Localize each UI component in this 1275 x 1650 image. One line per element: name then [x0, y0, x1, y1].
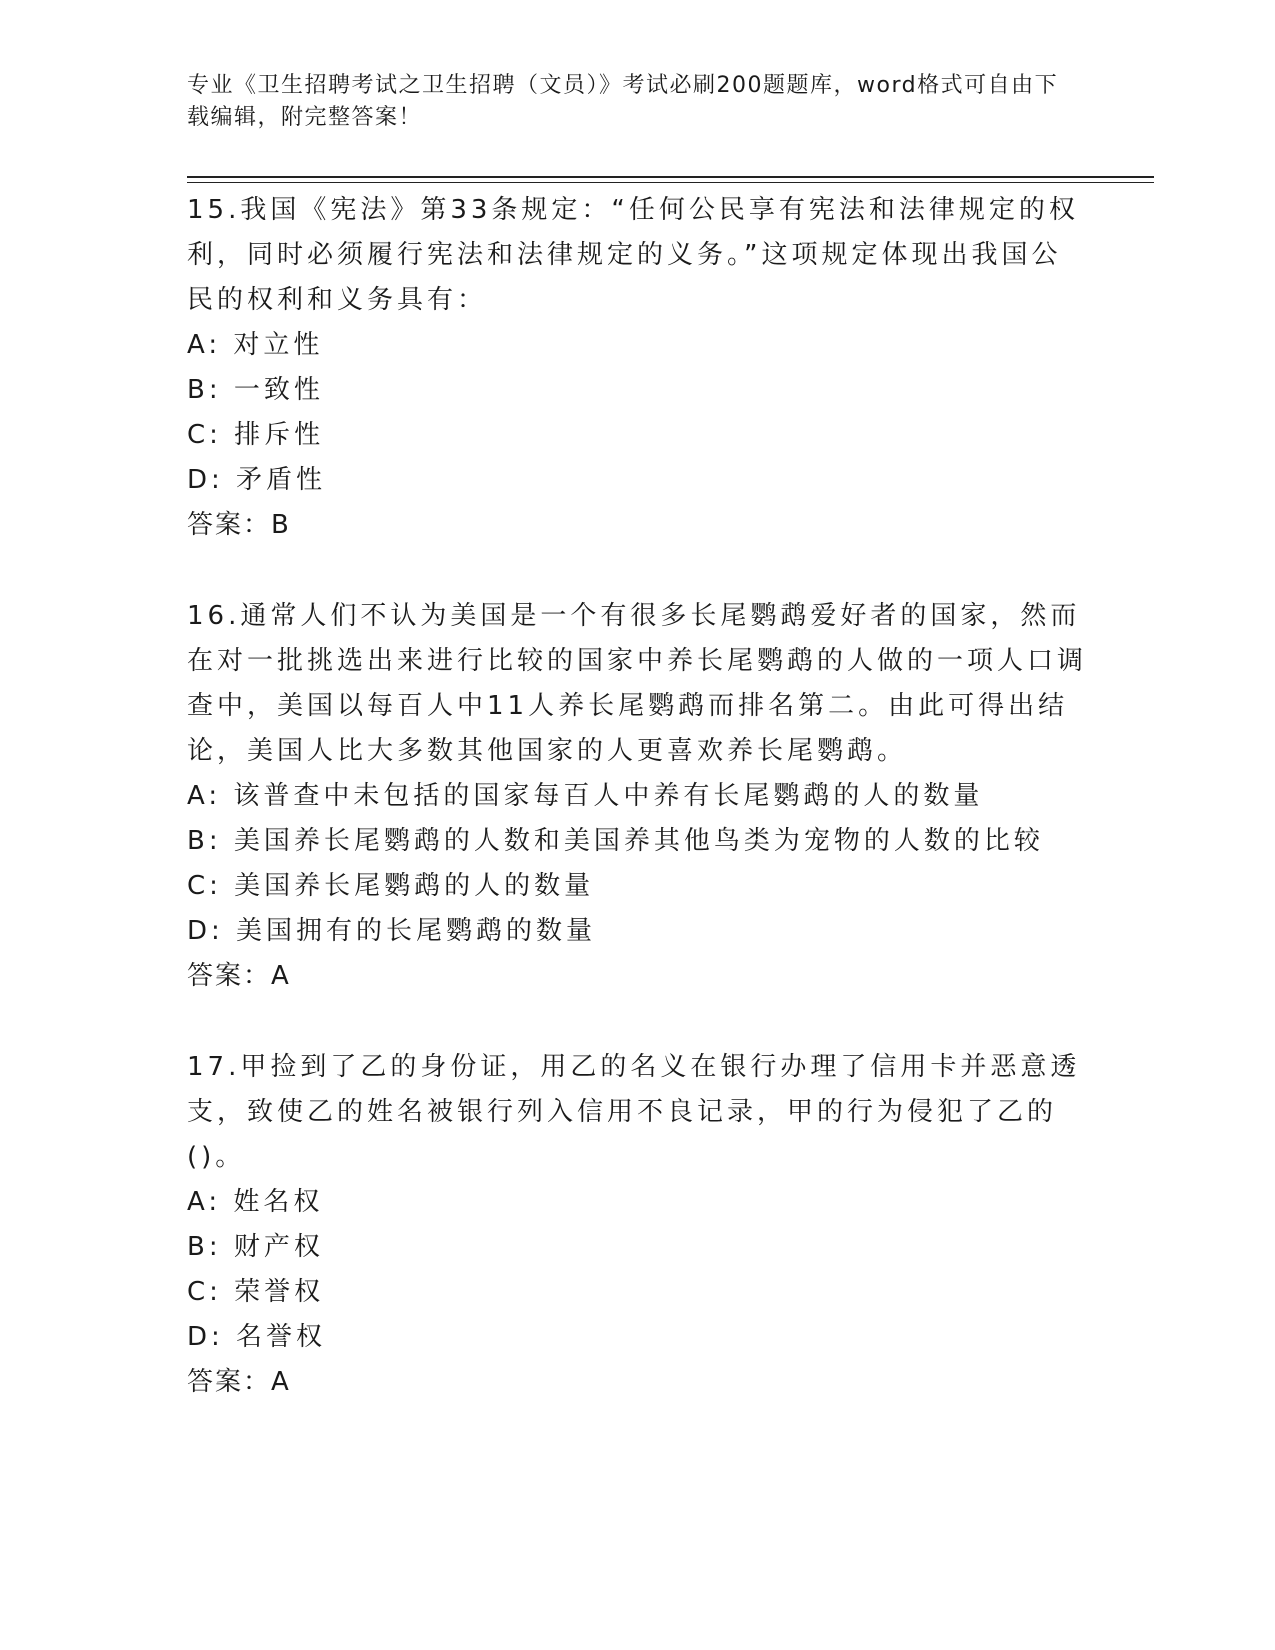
option-a: A: 对立性: [187, 330, 324, 360]
option-a: A: 姓名权: [187, 1187, 324, 1217]
option-b: B: 财产权: [187, 1232, 324, 1262]
question-17: [187, 1045, 1087, 1405]
header-note: 专业《卫生招聘考试之卫生招聘（文员）》考试必刷200题题库，word格式可自由下载编辑，附完整答案！: [187, 73, 1059, 130]
question-stem: 15.我国《宪法》第33条规定：“任何公民享有宪法和法律规定的权利，同时必须履行宪法和法律规定的义务。”这项规定体现出我国公民的权利和义务具有：: [187, 195, 1079, 315]
question-16: [187, 594, 1087, 999]
answer-line: 答案：A: [187, 961, 291, 991]
option-c: C: 排斥性: [187, 420, 325, 450]
option-d: D: 美国拥有的长尾鹦鹉的数量: [187, 916, 597, 946]
question-stem: 17.甲捡到了乙的身份证，用乙的名义在银行办理了信用卡并恶意透支，致使乙的姓名被银行列入信用不良记录，甲的行为侵犯了乙的()。: [187, 1052, 1081, 1172]
header-divider-thin: [187, 182, 1154, 183]
option-c: C: 荣誉权: [187, 1277, 325, 1307]
question-list: [187, 188, 1087, 1451]
option-b: B: 美国养长尾鹦鹉的人数和美国养其他鸟类为宠物的人数的比较: [187, 826, 1044, 856]
header-divider-thick: [187, 176, 1154, 178]
option-b: B: 一致性: [187, 375, 324, 405]
answer-line: 答案：B: [187, 510, 291, 540]
question-stem: 16.通常人们不认为美国是一个有很多长尾鹦鹉爱好者的国家，然而在对一批挑选出来进行比较的国家中养长尾鹦鹉的人做的一项人口调查中，美国以每百人中11人养长尾鹦鹉而排名第二。由此可得出结论，美国人比大多数其他国家的人更喜欢养长尾鹦鹉。: [187, 601, 1088, 766]
option-c: C: 美国养长尾鹦鹉的人的数量: [187, 871, 595, 901]
answer-line: 答案：A: [187, 1367, 291, 1397]
question-15: [187, 188, 1087, 548]
option-d: D: 矛盾性: [187, 465, 327, 495]
option-d: D: 名誉权: [187, 1322, 327, 1352]
option-a: A: 该普查中未包括的国家每百人中养有长尾鹦鹉的人的数量: [187, 781, 984, 811]
